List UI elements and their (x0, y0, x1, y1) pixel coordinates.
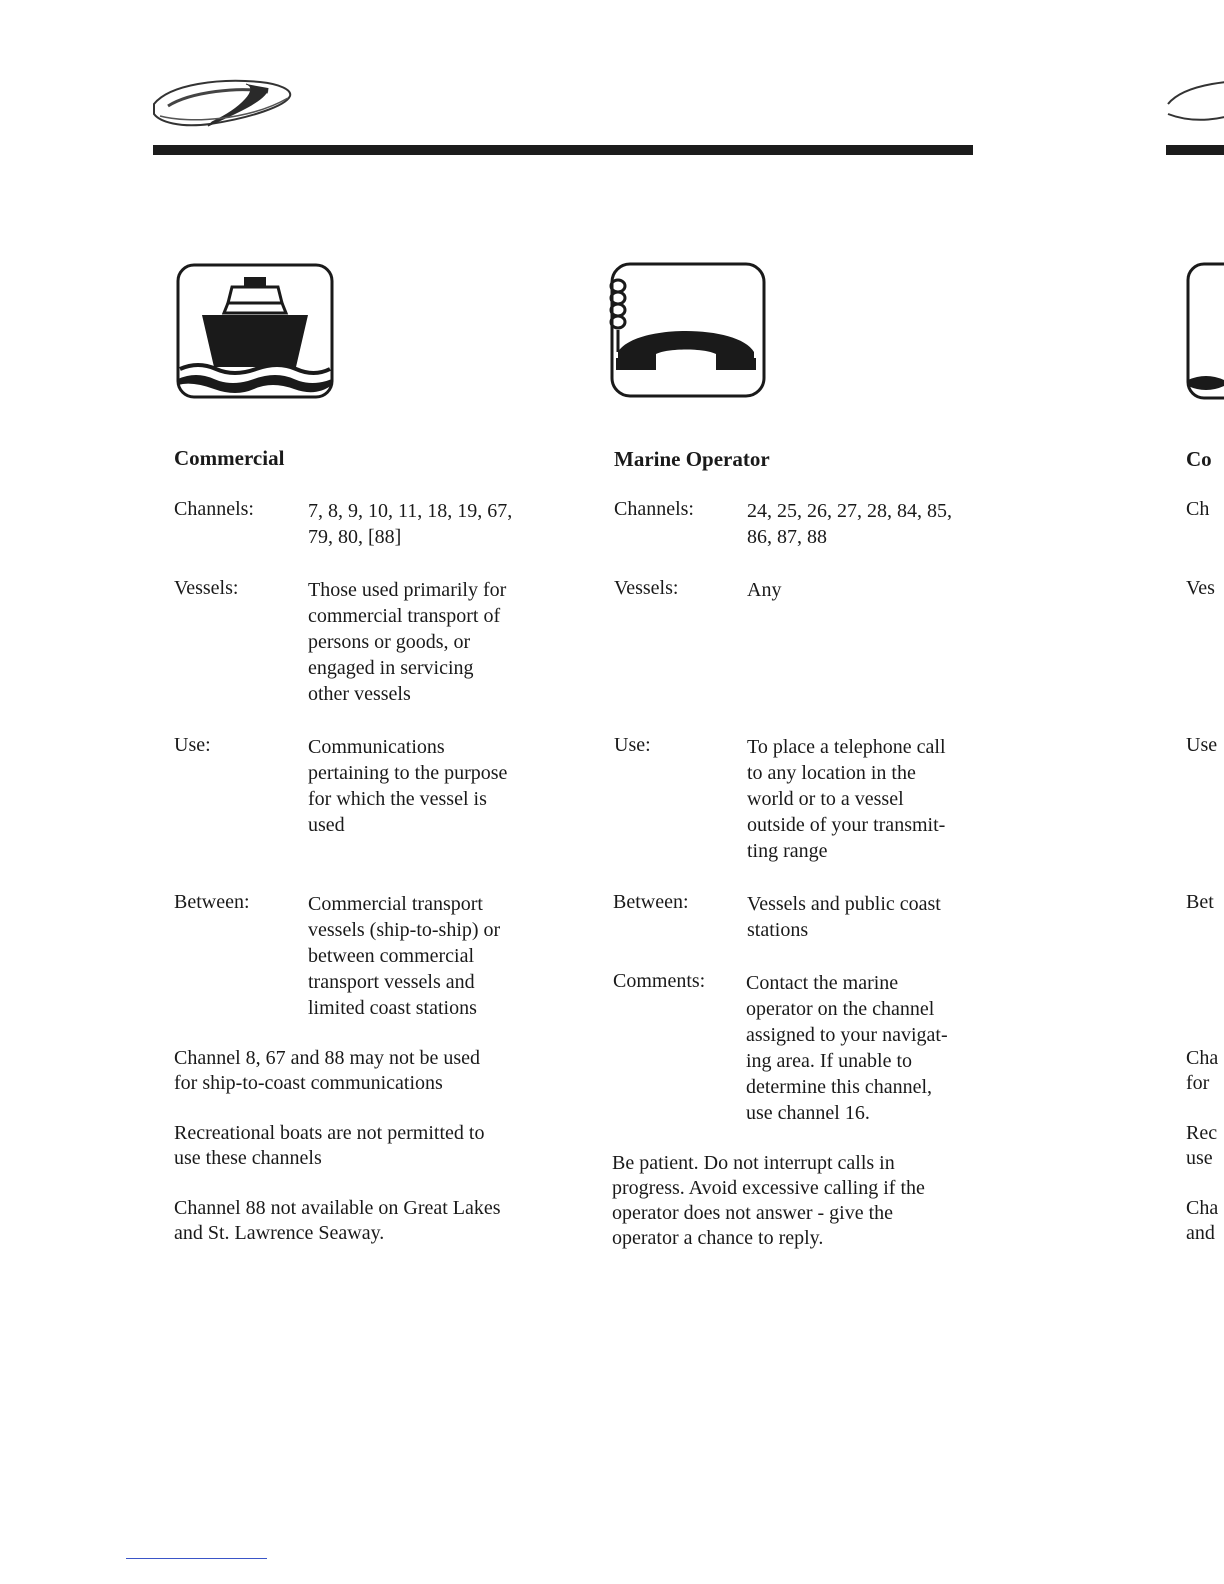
commercial-channels-label: Channels: (174, 498, 254, 520)
marine-use-value: To place a telephone call to any location in the world or to a vessel outside of your transmit- ting range (747, 736, 946, 862)
commercial-use-value: Communications pertaining to the purpose for which the vessel is used (308, 736, 508, 836)
next-page-title: Co (1186, 447, 1212, 471)
marine-use-label: Use: (614, 734, 651, 756)
next-page-label-1: Ch (1186, 498, 1210, 520)
commercial-vessels-value: Those used primarily for commercial transport of persons or goods, or engaged in servicing other vessels (308, 579, 507, 705)
next-page-note-1: Cha for (1186, 1047, 1219, 1094)
next-page-label-2: Ves (1186, 577, 1215, 599)
brand-logo (150, 74, 296, 132)
next-page-label-4: Bet (1186, 891, 1214, 913)
marine-channels-value: 24, 25, 26, 27, 28, 84, 85, 86, 87, 88 (747, 500, 952, 548)
footer-link-underline[interactable] (126, 1558, 267, 1561)
marine-channels-label: Channels: (614, 498, 694, 520)
marine-operator-title: Marine Operator (614, 447, 770, 471)
commercial-use-label: Use: (174, 734, 211, 756)
marine-vessels-value: Any (747, 579, 782, 601)
commercial-note-1: Channel 8, 67 and 88 may not be used for ship-to-coast communications (174, 1047, 481, 1094)
marine-between-value: Vessels and public coast stations (747, 893, 941, 941)
next-page-logo (1164, 74, 1224, 132)
commercial-note-3: Channel 88 not available on Great Lakes and St. Lawrence Seaway. (174, 1197, 501, 1244)
marine-vessels-label: Vessels: (614, 577, 679, 599)
next-page-label-3: Use (1186, 734, 1218, 756)
ship-icon (176, 263, 334, 399)
header-rule (153, 145, 973, 155)
next-page-header-rule (1166, 145, 1224, 155)
telephone-icon (604, 262, 768, 400)
commercial-between-label: Between: (174, 891, 250, 913)
commercial-vessels-label: Vessels: (174, 577, 239, 599)
next-page-note-3: Cha and (1186, 1197, 1219, 1244)
marine-note-1: Be patient. Do not interrupt calls in progress. Avoid excessive calling if the operator does not answer - give the operator a chance to reply. (612, 1152, 925, 1249)
commercial-note-2: Recreational boats are not permitted to use these channels (174, 1122, 485, 1169)
commercial-title: Commercial (174, 446, 285, 470)
next-page-note-2: Rec use (1186, 1122, 1218, 1169)
marine-comments-label: Comments: (613, 970, 706, 992)
marine-comments-value: Contact the marine operator on the channel assigned to your navigat- ing area. If unable to determine this channel, use channel 16. (746, 972, 948, 1124)
next-page-icon (1186, 262, 1224, 400)
commercial-channels-value: 7, 8, 9, 10, 11, 18, 19, 67, 79, 80, [88] (308, 500, 513, 548)
marine-between-label: Between: (613, 891, 689, 913)
commercial-between-value: Commercial transport vessels (ship-to-ship) or between commercial transport vessels and limited coast stations (308, 893, 501, 1019)
